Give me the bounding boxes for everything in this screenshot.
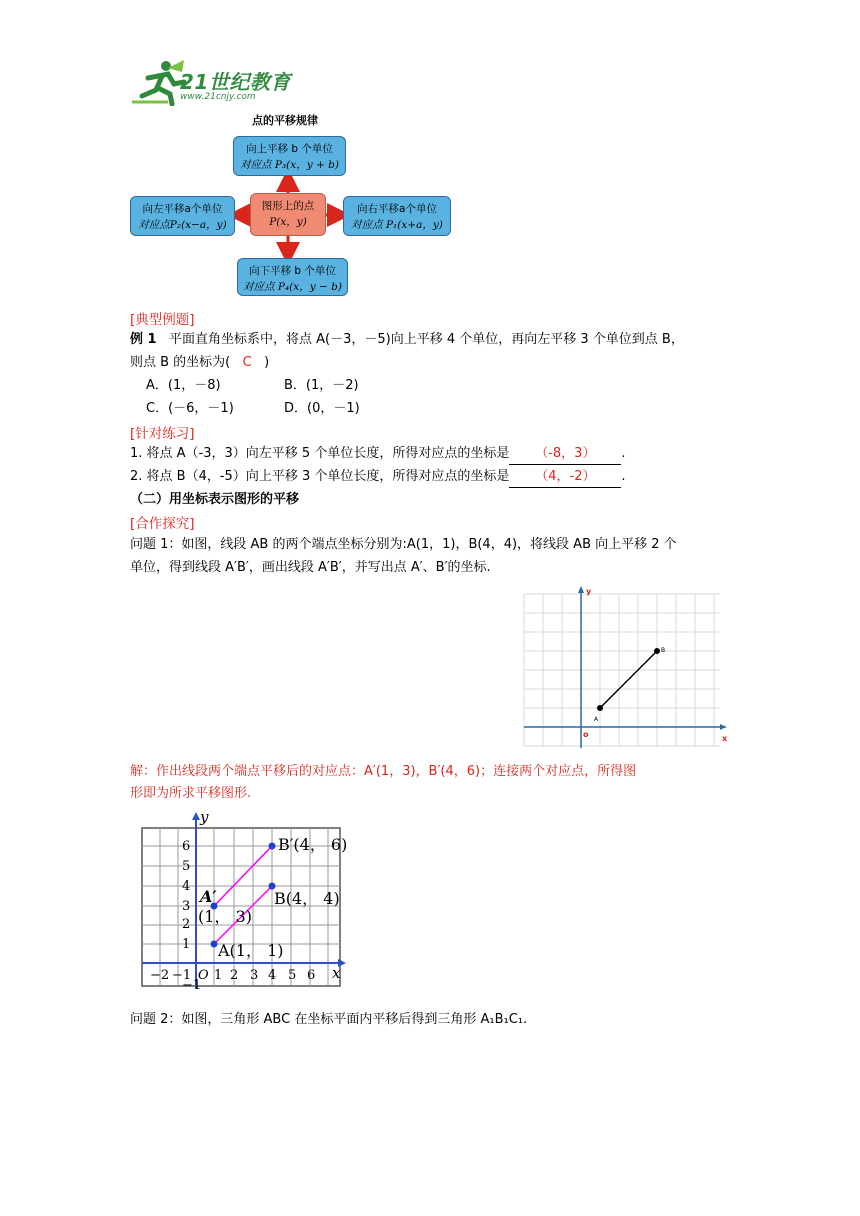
- graph2-y-tick-6: 6: [182, 839, 191, 854]
- graph2-x-tick-2: 2: [230, 968, 239, 983]
- graph2-y-tick-2: 2: [182, 917, 191, 932]
- graph2-x-tick-4: 4: [268, 968, 277, 983]
- graph2-x-tick-5: 5: [288, 968, 297, 983]
- option-b: B．(1，－2): [284, 378, 359, 393]
- graph2-point-a: [211, 941, 218, 948]
- graph2-label-b-prime: B′(4， 6): [278, 835, 348, 854]
- graph1: [520, 584, 732, 748]
- solution-line1: 解：作出线段两个端点平移后的对应点：A′(1，3)，B′(4，6)；连接两个对应点，所得图: [130, 764, 637, 779]
- graph2-x-tick-3: 3: [250, 968, 259, 983]
- graph2-segment-a-prime-b-prime: [214, 846, 272, 906]
- diagram-title: 点的平移规律: [252, 114, 318, 127]
- graph1-label-b: B: [661, 647, 666, 654]
- option-c: C．(－6，－1): [146, 401, 234, 416]
- section-examples-heading: [典型例题]: [130, 312, 195, 328]
- example1-answer: C: [242, 355, 252, 370]
- box-left-line1: 向左平移a个单位: [142, 203, 223, 215]
- practice-2-answer: （4，-2）: [509, 467, 621, 488]
- example1-close-paren: ): [264, 355, 270, 370]
- diagram-box-up: [233, 136, 346, 176]
- graph2-y-label: y: [200, 808, 209, 826]
- graph2-y-tick-1: 1: [182, 937, 191, 952]
- option-d: D．(0，－1): [284, 401, 360, 416]
- graph2-y-tick-3: 3: [182, 899, 191, 914]
- section-practice-heading: [针对练习]: [130, 426, 195, 442]
- diagram-box-center: [250, 193, 326, 236]
- diagram-arrows: [0, 0, 860, 310]
- graph2-label-a-prime-coord: (1， 3): [198, 907, 252, 926]
- box-center-line1: 图形上的点: [261, 200, 315, 212]
- practice-1-period: .: [621, 446, 626, 461]
- logo-text: 21世纪教育: [180, 70, 291, 94]
- example1-text-line2: 则点 B 的坐标为(: [130, 355, 231, 370]
- diagram-box-down: [237, 258, 348, 296]
- graph2-x-tick-1: 1: [214, 968, 223, 983]
- box-left-line2: 对应点P₂(x−a，y): [138, 219, 227, 231]
- solution-line2: 形即为所求平移图形.: [130, 786, 252, 801]
- subheading: （二）用坐标表示图形的平移: [130, 492, 300, 507]
- graph2-label-a-prime: A′: [200, 887, 217, 906]
- box-right-line1: 向右平移a个单位: [357, 203, 437, 215]
- section-explore-heading: [合作探究]: [130, 516, 195, 532]
- graph2-x-tick-neg1: −1: [172, 968, 192, 983]
- graph1-x-label: x: [722, 734, 728, 743]
- practice-2-period: .: [621, 469, 626, 484]
- graph1-point-b: [654, 648, 660, 654]
- box-down-line1: 向下平移 b 个单位: [249, 265, 336, 277]
- practice-2: [130, 467, 626, 488]
- graph1-origin: o: [583, 730, 589, 739]
- logo-url: www.21cnjy.com: [180, 92, 256, 102]
- problem1-line2: 单位，得到线段 A′B′，画出线段 A′B′，并写出点 A′、B′的坐标.: [130, 560, 491, 575]
- practice-2-text: 2. 将点 B（4，-5）向上平移 3 个单位长度，所得对应点的坐标是: [130, 469, 510, 484]
- graph2-y-tick-4: 4: [182, 879, 191, 894]
- box-down-line2: 对应点 P₄(x，y − b): [243, 281, 342, 293]
- graph2-y-tick-5: 5: [182, 859, 191, 874]
- box-center-line2: P(x，y): [269, 216, 307, 228]
- graph2-x-tick-6: 6: [307, 968, 316, 983]
- example1-line2: [130, 353, 269, 373]
- example1-label: 例 1: [130, 332, 157, 347]
- box-up-line2: 对应点 P₃(x，y + b): [240, 159, 339, 171]
- graph2: [138, 808, 368, 990]
- option-a: A．(1，－8): [146, 378, 221, 393]
- box-right-line2: 对应点 P₁(x+a，y): [351, 219, 443, 231]
- practice-1-answer: （-8，3）: [509, 444, 621, 465]
- problem1-line1: 问题 1：如图，线段 AB 的两个端点坐标分别为:A(1，1)，B(4，4)，将线段 AB 向上平移 2 个: [130, 537, 677, 552]
- graph2-y-tick-neg1: −1: [182, 978, 202, 990]
- graph1-point-a: [597, 705, 603, 711]
- problem2: 问题 2：如图，三角形 ABC 在坐标平面内平移后得到三角形 A₁B₁C₁.: [130, 1012, 528, 1027]
- graph1-label-a: A: [594, 716, 599, 723]
- graph2-label-a: A(1， 1): [218, 941, 284, 960]
- example1-text-line1: 平面直角坐标系中，将点 A(－3，－5)向上平移 4 个单位，再向左平移 3 个单位到点 B，: [168, 332, 684, 347]
- diagram-box-left: [130, 196, 235, 236]
- box-up-line1: 向上平移 b 个单位: [246, 143, 333, 155]
- graph1-y-label: y: [586, 587, 592, 596]
- example1-line1: [130, 330, 684, 350]
- graph2-point-b-prime: [269, 843, 276, 850]
- diagram-box-right: [343, 196, 451, 236]
- practice-1-text: 1. 将点 A（-3，3）向左平移 5 个单位长度，所得对应点的坐标是: [130, 446, 510, 461]
- practice-1: [130, 444, 625, 465]
- graph1-segment-ab: [600, 651, 657, 708]
- graph2-label-b: B(4， 4): [274, 889, 340, 908]
- graph2-x-tick-neg2: −2: [150, 968, 170, 983]
- graph2-x-label: x: [332, 964, 341, 982]
- graph2-origin: O: [198, 968, 209, 983]
